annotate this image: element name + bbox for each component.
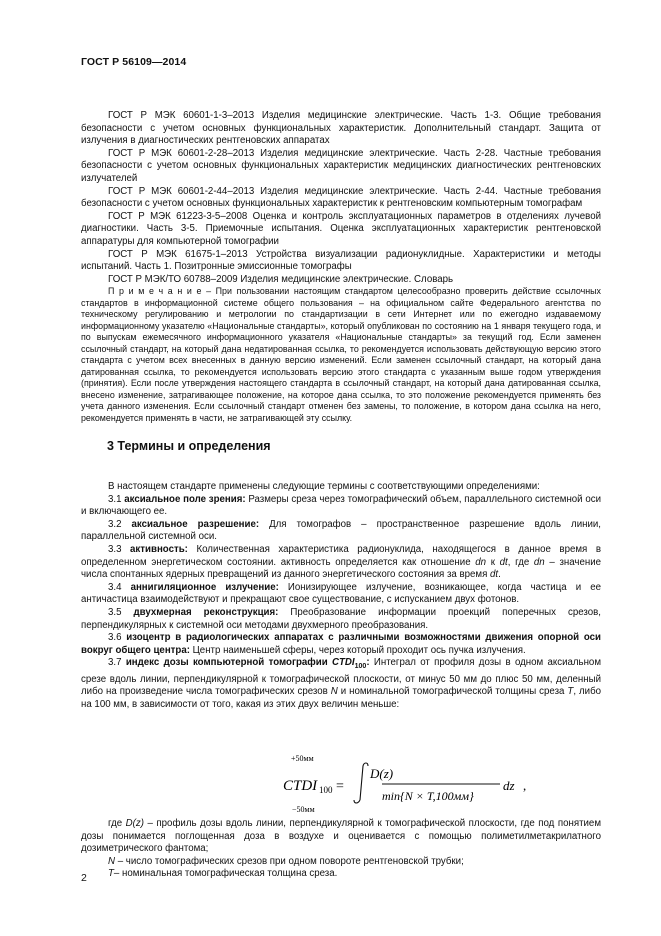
formula-denominator: min{N × T,100мм} <box>382 789 474 803</box>
term-definition: 3.3 активность: Количественная характеристика радионуклида, находящегося в данное время в определенном энергетическом состоянии. активность определяется как отношение dn к dt, где dn – значение числа спонтанных ядерных превращений из данного энергетического состояния за время dt. <box>81 543 601 581</box>
reference-item: ГОСТ Р МЭК 61223-3-5–2008 Оценка и контроль эксплуатационных параметров в отделениях лучевой диагностики. Часть 3-5. Приемочные испытания. Оценка эксплуатационных характеристик рентгеновской аппаратуры для компьютерной томографии <box>81 210 601 247</box>
formula-lhs: CTDI <box>283 778 318 794</box>
document-header: ГОСТ Р 56109—2014 <box>81 56 187 68</box>
reference-item: ГОСТ Р МЭК 60601-2-28–2013 Изделия медицинские электрические. Часть 2-28. Частные требования безопасности с учетом основных функциональных характеристик медицинских диагностических рентгеновских излучателей <box>81 147 601 184</box>
term-name: аксиальное разрешение: <box>131 518 260 530</box>
ctdi-formula <box>250 752 550 814</box>
term-name: аннигиляционное излучение: <box>130 581 279 593</box>
integral-sign-icon <box>354 763 368 803</box>
term-name: аксиальное поле зрения: <box>124 493 246 505</box>
section-intro: В настоящем стандарте применены следующие термины с соответствующими определениями: <box>108 481 540 492</box>
page-number: 2 <box>81 872 87 884</box>
reference-item: ГОСТ Р МЭК 61675-1–2013 Устройства визуализации радионуклидные. Характеристики и методы испытаний. Часть 1. Позитронные эмиссионные томографы <box>81 248 601 273</box>
formula-equals: = <box>336 779 344 794</box>
term-definition: 3.5 двухмерная реконструкция: Преобразование информации проекций поперечных срезов, перпендикулярных к системной оси методами двухмерного преобразования. <box>81 606 601 631</box>
section-title: 3 Термины и определения <box>107 439 271 453</box>
reference-item: ГОСТ Р МЭК 60601-2-44–2013 Изделия медицинские электрические. Часть 2-44. Частные требования безопасности с учетом основных функциональных характеристик к рентгеновским компьютерным томографам <box>81 185 601 210</box>
term-name: индекс дозы компьютерной томографии <box>125 657 328 669</box>
term-definition: 3.2 аксиальное разрешение: Для томографов – пространственное разрешение вдоль линии, параллельной системной оси. <box>81 518 601 543</box>
term-definition: 3.6 изоцентр в радиологических аппаратах с различными возможностями движения опорной оси вокруг общего центра: Центр наименьшей сферы, через который проходит ось пучка излучения. <box>81 632 601 656</box>
where-item: T– номинальная томографическая толщина среза. <box>108 868 338 880</box>
formula-comma: , <box>523 778 527 793</box>
term-definition: 3.4 аннигиляционное излучение: Ионизирующее излучение, возникающее, когда частица и ее античастица взаимодействуют и прекращают свое существование, с испусканием двух фотонов. <box>81 581 601 606</box>
formula-dz: dz <box>503 778 515 793</box>
term-definition: 3.7 индекс дозы компьютерной томографии $CTDI_{100}$: Интеграл от профиля дозы в одном аксиальном срезе вдоль линии, перпендикулярной к томографической плоскости, от минус 50 мм до плюс 50 мм, деленный либо на произведение числа томографических срезов N и номинальной томографической толщины среза T, либо на 100 мм, в зависимости от того, какая из этих двух величин меньше: <box>81 657 601 711</box>
where-item: N – число томографических срезов при одном повороте рентгеновской трубки; <box>108 855 464 867</box>
reference-item: ГОСТ Р МЭК 60601-1-3–2013 Изделия медицинские электрические. Часть 1-3. Общие требования безопасности с учетом основных функциональных характеристик. Дополнительный стандарт. Защита от излучения в диагностических рентгеновских аппаратах <box>81 110 601 147</box>
term-definition: 3.1 аксиальное поле зрения: Размеры среза через томографический объем, параллельного системной оси и включающего ее. <box>81 493 601 518</box>
reference-item: ГОСТ Р МЭК/ТО 60788–2009 Изделия медицинские электрические. Словарь <box>108 273 454 285</box>
term-name: двухмерная реконструкция: <box>133 606 279 618</box>
normative-references <box>81 110 601 424</box>
note-text: П р и м е ч а н и е – При пользовании настоящим стандартом целесообразно проверить действие ссылочных стандартов в информационной системе общего пользования – на официальном сайте Федерального агентства по техническому регулированию и метрологии по стандартизации в сети Интернет или по ежегодно издаваемому информационному указателю «Национальные стандарты», который опубликован по состоянию на 1 января текущего года, и по выпускам ежемесячного информационного указателя «Национальные стандарты» за текущий год. Если заменен ссылочный стандарт, на который дана недатированная ссылка, то рекомендуется использовать действующую версию этого стандарта с учетом всех внесенных в данную версию изменений. Если заменен ссылочный стандарт, на который дана датированная ссылка, то рекомендуется использовать версию этого стандарта с указанным выше годом утверждения (принятия). Если после утверждения настоящего стандарта в ссылочный стандарт, на который дана датированная ссылка, внесено изменение, затрагивающее положение, на которое дана ссылка, то это положение рекомендуется применять без учета данного изменения. Если ссылочный стандарт отменен без замены, то положение, в котором дана ссылка на него, рекомендуется применять в части, не затрагивающей эту ссылку. <box>81 286 601 423</box>
term-name: активность: <box>130 543 188 555</box>
integral-upper-limit: +50мм <box>291 754 314 763</box>
term-name: изоцентр в радиологических аппаратах с различными возможностями движения опорной оси вокруг общего центра: <box>81 632 601 656</box>
terms-list <box>81 481 601 712</box>
formula-numerator: D(z) <box>370 766 394 781</box>
where-item: где D(z) – профиль дозы вдоль линии, перпендикулярной к томографической плоскости, где под понятием дозы понимается поглощенная доза в воздухе и оценивается с помощью полиметилметакрилатного дозиметрического фантома; <box>81 818 601 855</box>
references-note <box>81 286 601 424</box>
integral-lower-limit: −50мм <box>292 805 315 814</box>
formula-explanations <box>81 818 601 881</box>
formula-lhs-sub: 100 <box>319 785 333 795</box>
